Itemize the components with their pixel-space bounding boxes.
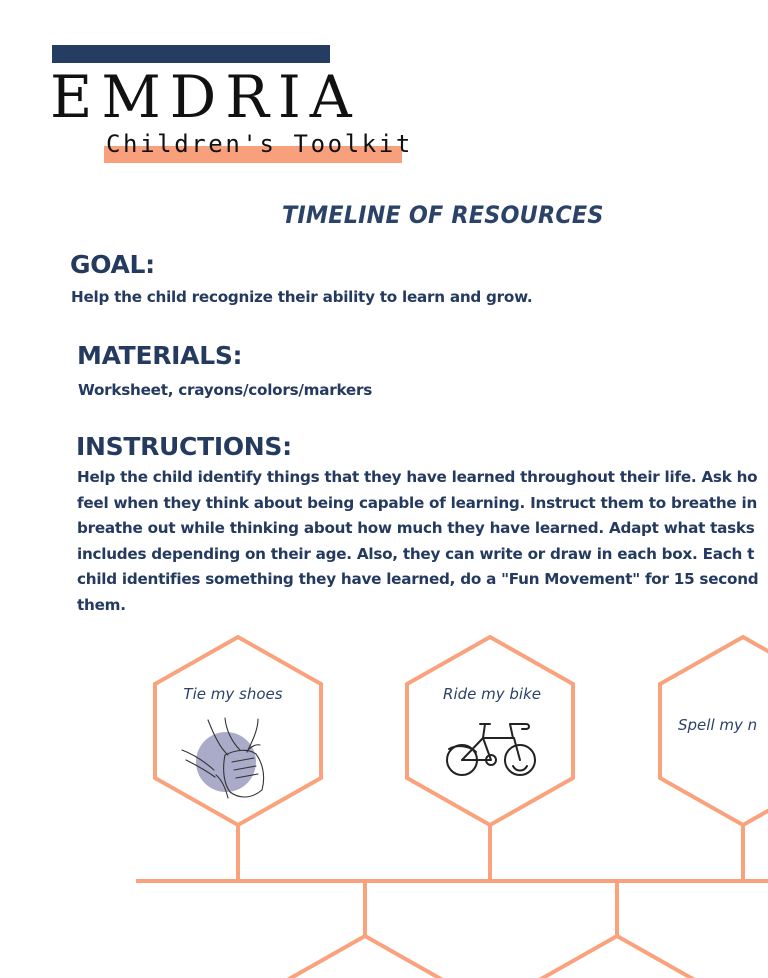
- shoe-tying-icon: [182, 718, 264, 798]
- timeline-hexagon-1: [155, 637, 321, 825]
- instructions-line: feel when they think about being capable of learning. Instruct them to breathe in: [77, 493, 758, 512]
- bicycle-icon: [447, 724, 535, 775]
- timeline-item-label: Spell my n: [678, 716, 758, 734]
- brand-subtitle: Children's Toolkit: [106, 130, 413, 158]
- timeline-hexagon-4: [282, 936, 448, 978]
- instructions-line: them.: [77, 595, 126, 614]
- instructions-line: child identifies something they have learned, do a "Fun Movement" for 15 second: [77, 570, 759, 589]
- timeline-item-label: Ride my bike: [443, 685, 541, 703]
- instructions-heading: INSTRUCTIONS:: [76, 432, 292, 461]
- goal-text: Help the child recognize their ability to learn and grow.: [71, 288, 533, 306]
- timeline-hexagon-5: [534, 936, 700, 978]
- timeline-item-label: Tie my shoes: [183, 685, 283, 703]
- brand-logo: EMDRIA: [50, 63, 361, 131]
- materials-text: Worksheet, crayons/colors/markers: [78, 381, 373, 399]
- page-title: TIMELINE OF RESOURCES: [282, 201, 604, 229]
- instructions-line: includes depending on their age. Also, they can write or draw in each box. Each t: [77, 544, 755, 563]
- timeline-hexagon-2: [407, 637, 573, 825]
- instructions-line: breathe out while thinking about how much they have learned. Adapt what tasks: [77, 519, 755, 538]
- goal-heading: GOAL:: [70, 250, 155, 279]
- instructions-line: Help the child identify things that they have learned throughout their life. Ask ho: [77, 468, 758, 486]
- materials-heading: MATERIALS:: [77, 341, 243, 370]
